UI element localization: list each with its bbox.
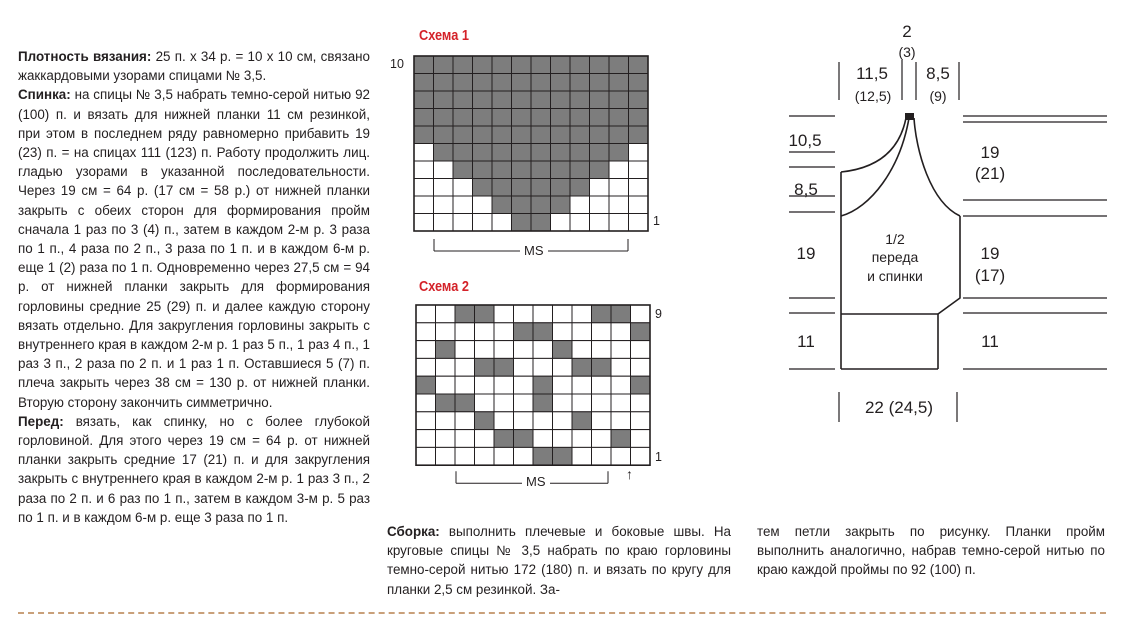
page-divider [18,612,1106,614]
filled-stitch [512,196,532,214]
empty-stitch [436,412,456,430]
filled-stitch [609,144,629,162]
empty-stitch [434,196,454,214]
right-dim-2: 19 [980,244,1000,263]
empty-stitch [553,358,573,376]
empty-stitch [416,341,436,359]
empty-stitch [570,196,590,214]
empty-stitch [590,179,610,197]
empty-stitch [631,341,651,359]
front-heading: Перед: [18,413,64,429]
filled-stitch [492,109,512,127]
empty-stitch [455,412,475,430]
filled-stitch [609,74,629,92]
filled-stitch [494,358,514,376]
filled-stitch [570,161,590,179]
empty-stitch [592,376,612,394]
filled-stitch [590,126,610,144]
filled-stitch [492,91,512,109]
front-body: вязать, как спинку, но с более глубокой горловиной. Для этого через 19 см = 64 р. от нижней планки закрыть средние 17 (21) п. и для закругления закрыть с внутреннего края в каждом 2-м р. 1 раз 3 п., 2 раза по 2 п. и 6 раз по 1 п., затем в каждом 3-м р. 5 раз по 1 п. и в каждом 6-м р. еще 3 раза по 1 п. [18,413,370,525]
filled-stitch [473,179,493,197]
empty-stitch [572,430,592,448]
empty-stitch [494,341,514,359]
filled-stitch [592,358,612,376]
filled-stitch [629,74,649,92]
empty-stitch [416,447,436,465]
empty-stitch [553,376,573,394]
empty-stitch [611,394,631,412]
empty-stitch [611,447,631,465]
filled-stitch [512,161,532,179]
filled-stitch [453,56,473,74]
empty-stitch [611,341,631,359]
empty-stitch [572,394,592,412]
filled-stitch [572,358,592,376]
filled-stitch [590,161,610,179]
empty-stitch [434,161,454,179]
filled-stitch [473,144,493,162]
empty-stitch [553,412,573,430]
empty-stitch [631,447,651,465]
empty-stitch [631,358,651,376]
filled-stitch [512,91,532,109]
filled-stitch [572,412,592,430]
empty-stitch [436,358,456,376]
empty-stitch [631,394,651,412]
assembly-heading: Сборка: [387,524,440,539]
filled-stitch [551,91,571,109]
filled-stitch [434,91,454,109]
filled-stitch [473,161,493,179]
filled-stitch [531,144,551,162]
empty-stitch [609,196,629,214]
empty-stitch [631,412,651,430]
filled-stitch [492,56,512,74]
empty-stitch [453,214,473,232]
filled-stitch [492,74,512,92]
filled-stitch [531,74,551,92]
empty-stitch [592,394,612,412]
filled-stitch [434,109,454,127]
back-heading: Спинка: [18,87,71,103]
empty-stitch [611,323,631,341]
filled-stitch [473,74,493,92]
empty-stitch [592,412,612,430]
empty-stitch [434,214,454,232]
filled-stitch [455,305,475,323]
filled-stitch [609,109,629,127]
empty-stitch [514,376,534,394]
filled-stitch [453,91,473,109]
filled-stitch [492,144,512,162]
filled-stitch [611,305,631,323]
filled-stitch [473,126,493,144]
left-dim-3: 19 [796,244,816,263]
empty-stitch [553,394,573,412]
empty-stitch [572,341,592,359]
filled-stitch [553,447,573,465]
filled-stitch [453,109,473,127]
filled-stitch [414,74,434,92]
empty-stitch [414,196,434,214]
filled-stitch [590,91,610,109]
filled-stitch [512,144,532,162]
filled-stitch [475,305,495,323]
filled-stitch [434,144,454,162]
filled-stitch [492,126,512,144]
scheme1-title: Схема 1 [419,28,469,44]
filled-stitch [436,341,456,359]
left-dim-4: 11 [797,332,815,351]
filled-stitch [414,56,434,74]
filled-stitch [436,394,456,412]
filled-stitch [533,323,553,341]
filled-stitch [531,214,551,232]
empty-stitch [434,179,454,197]
filled-stitch [514,323,534,341]
instructions-text [18,47,370,527]
empty-stitch [475,341,495,359]
filled-stitch [434,74,454,92]
right-dim-1: 19 [980,143,1000,162]
empty-stitch [570,214,590,232]
empty-stitch [572,447,592,465]
empty-stitch [514,358,534,376]
filled-stitch [570,91,590,109]
empty-stitch [609,214,629,232]
filled-stitch [416,376,436,394]
filled-stitch [590,109,610,127]
filled-stitch [551,126,571,144]
filled-stitch [551,196,571,214]
top-right-value: 8,5 [926,64,950,83]
filled-stitch [553,341,573,359]
assembly-text-continued [757,522,1105,580]
filled-stitch [453,74,473,92]
empty-stitch [414,144,434,162]
top-left-alt: (12,5) [854,88,892,104]
empty-stitch [494,323,514,341]
filled-stitch [473,109,493,127]
empty-stitch [494,394,514,412]
filled-stitch [570,109,590,127]
empty-stitch [592,447,612,465]
scheme1-row-top: 10 [390,57,404,71]
scheme1-row-bottom: 1 [653,214,660,228]
empty-stitch [629,144,649,162]
empty-stitch [553,323,573,341]
empty-stitch [533,412,553,430]
filled-stitch [453,126,473,144]
scheme2-title: Схема 2 [419,279,469,295]
filled-stitch [533,376,553,394]
filled-stitch [414,109,434,127]
right-dim-1-alt: (21) [974,164,1006,183]
empty-stitch [494,376,514,394]
empty-stitch [553,305,573,323]
empty-stitch [629,214,649,232]
filled-stitch [512,56,532,74]
empty-stitch [436,447,456,465]
filled-stitch [590,74,610,92]
empty-stitch [455,358,475,376]
empty-stitch [455,430,475,448]
filled-stitch [590,56,610,74]
top-center-value: 2 [902,22,912,41]
filled-stitch [514,430,534,448]
filled-stitch [531,109,551,127]
scheme2-row-top: 9 [655,307,662,321]
empty-stitch [631,430,651,448]
empty-stitch [494,447,514,465]
start-arrow-icon: ↑ [626,466,633,482]
assembly-body-2: тем петли закрыть по рисунку. Планки пройм выполнить аналогично, набрав темно-серой нитью по краю каждой проймы по 92 (100) п. [757,524,1105,578]
filled-stitch [473,91,493,109]
empty-stitch [416,430,436,448]
top-center-alt: (3) [898,44,916,60]
filled-stitch [629,109,649,127]
filled-stitch [494,430,514,448]
empty-stitch [592,341,612,359]
filled-stitch [629,126,649,144]
empty-stitch [455,323,475,341]
filled-stitch [609,56,629,74]
filled-stitch [570,74,590,92]
empty-stitch [533,305,553,323]
empty-stitch [553,430,573,448]
filled-stitch [533,447,553,465]
piece-label-front: переда [871,249,919,265]
filled-stitch [609,91,629,109]
empty-stitch [436,430,456,448]
empty-stitch [629,161,649,179]
filled-stitch [631,323,651,341]
filled-stitch [434,56,454,74]
empty-stitch [416,358,436,376]
filled-stitch [512,126,532,144]
empty-stitch [494,305,514,323]
filled-stitch [473,56,493,74]
filled-stitch [492,196,512,214]
density-body: 25 п. х 34 р. = 10 х 10 см, связано жаккардовыми узорами спицами № 3,5. [18,49,370,84]
filled-stitch [414,91,434,109]
empty-stitch [416,394,436,412]
empty-stitch [590,214,610,232]
filled-stitch [551,109,571,127]
empty-stitch [609,161,629,179]
piece-label-back: и спинки [867,268,923,284]
filled-stitch [609,126,629,144]
filled-stitch [414,126,434,144]
empty-stitch [455,447,475,465]
filled-stitch [631,376,651,394]
filled-stitch [512,74,532,92]
filled-stitch [551,161,571,179]
top-right-alt: (9) [929,88,947,104]
empty-stitch [416,305,436,323]
empty-stitch [572,305,592,323]
empty-stitch [416,412,436,430]
filled-stitch [531,91,551,109]
right-dim-2-alt: (17) [974,266,1006,285]
filled-stitch [531,56,551,74]
right-dim-3: 11 [981,332,999,351]
empty-stitch [533,430,553,448]
empty-stitch [473,196,493,214]
empty-stitch [416,323,436,341]
empty-stitch [609,179,629,197]
empty-stitch [492,214,512,232]
filled-stitch [531,179,551,197]
filled-stitch [570,126,590,144]
scheme2-row-bottom: 1 [655,450,662,464]
filled-stitch [533,394,553,412]
filled-stitch [551,56,571,74]
filled-stitch [629,91,649,109]
empty-stitch [629,196,649,214]
filled-stitch [512,109,532,127]
filled-stitch [551,74,571,92]
empty-stitch [514,305,534,323]
filled-stitch [453,144,473,162]
scheme2-ms: MS [522,474,550,489]
filled-stitch [434,126,454,144]
density-heading: Плотность вязания: [18,49,152,64]
empty-stitch [572,376,592,394]
empty-stitch [514,394,534,412]
filled-stitch [611,430,631,448]
empty-stitch [592,323,612,341]
empty-stitch [514,341,534,359]
empty-stitch [455,341,475,359]
scheme2-grid [416,305,656,500]
filled-stitch [570,179,590,197]
filled-stitch [512,214,532,232]
empty-stitch [455,376,475,394]
empty-stitch [592,430,612,448]
filled-stitch [453,161,473,179]
empty-stitch [533,358,553,376]
filled-stitch [570,56,590,74]
filled-stitch [531,126,551,144]
empty-stitch [453,196,473,214]
empty-stitch [514,412,534,430]
filled-stitch [455,394,475,412]
empty-stitch [475,447,495,465]
empty-stitch [629,179,649,197]
filled-stitch [531,161,551,179]
empty-stitch [436,376,456,394]
back-body: на спицы № 3,5 набрать темно-серой нитью 92 (100) п. и вязать для нижней планки 11 см резинкой, при этом в последнем ряду равномерно прибавить 19 (23) п. = на спицах 111 (123) п. Работу продолжить лиц. гладью узорами в указанной последовательности. Через 19 см = 64 р. (17 см = 58 р.) от нижней планки закрыть с обеих сторон для формирования пройм сначала 1 раз по 3 (4) п., затем в каждом 2-м р. 3 раза по 1 п., 4 раза по 2 п., 3 раза по 1 п. и в каждом 6-м р. еще 1 (2) раза по 1 п. Одновременно через 27,5 см = 94 р. от нижней планки закрыть для формирования горловины средние 25 (29) п. и далее каждую сторону вязать отдельно. Для закругления горловины закрыть с внутреннего края в каждом 2-м р. 1 раз 5 п., 1 раз 4 п., 1 раз 3 п., 2 раза по 2 п. и 1 раз 1 п. Оставшиеся 5 (7) п. плеча закрыть через 38 см = 130 р. от нижней планки. Вторую сторону закончить симметрично. [18,87,370,410]
filled-stitch [512,179,532,197]
empty-stitch [475,430,495,448]
top-left-value: 11,5 [856,64,888,83]
bottom-width: 22 (24,5) [864,398,934,417]
empty-stitch [414,179,434,197]
empty-stitch [631,305,651,323]
assembly-body-1: выполнить плечевые и боковые швы. На круговые спицы № 3,5 набрать по краю горловины темно-серой нитью 172 (180) п. и вязать по кругу для планки 2,5 см резинкой. За- [387,524,731,597]
filled-stitch [590,144,610,162]
empty-stitch [473,214,493,232]
left-dim-1: 10,5 [788,131,822,150]
empty-stitch [611,358,631,376]
scheme1-ms: MS [520,243,548,258]
empty-stitch [436,323,456,341]
empty-stitch [611,376,631,394]
empty-stitch [475,376,495,394]
filled-stitch [475,358,495,376]
empty-stitch [494,412,514,430]
scheme1-grid [414,56,654,266]
empty-stitch [514,447,534,465]
filled-stitch [592,305,612,323]
empty-stitch [572,323,592,341]
empty-stitch [453,179,473,197]
empty-stitch [436,305,456,323]
filled-stitch [531,196,551,214]
empty-stitch [414,214,434,232]
filled-stitch [551,144,571,162]
empty-stitch [414,161,434,179]
filled-stitch [629,56,649,74]
piece-label-fraction: 1/2 [885,231,905,247]
empty-stitch [533,341,553,359]
filled-stitch [570,144,590,162]
empty-stitch [475,394,495,412]
filled-stitch [492,179,512,197]
filled-stitch [551,179,571,197]
assembly-text [387,522,731,599]
empty-stitch [611,412,631,430]
empty-stitch [590,196,610,214]
empty-stitch [551,214,571,232]
empty-stitch [475,323,495,341]
left-dim-2: 8,5 [794,180,818,199]
filled-stitch [492,161,512,179]
filled-stitch [475,412,495,430]
